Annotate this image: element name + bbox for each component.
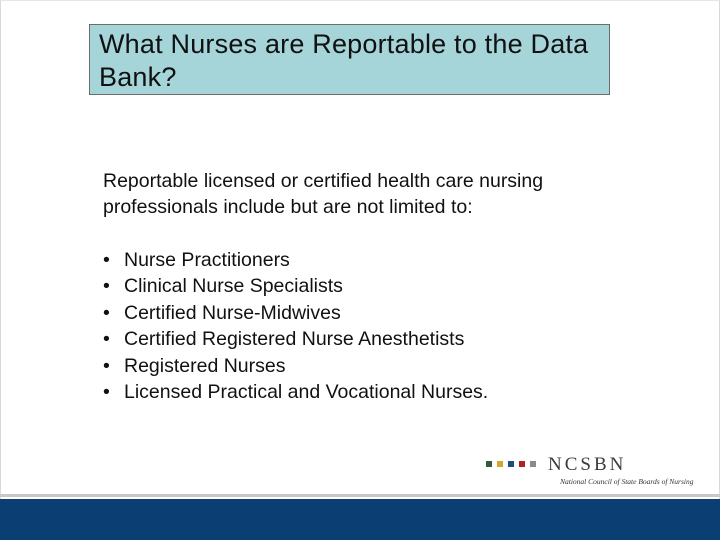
logo-name: NCSBN bbox=[548, 454, 627, 475]
logo-square bbox=[486, 461, 492, 467]
bullet-icon: • bbox=[103, 354, 110, 377]
list-item-text: Certified Registered Nurse Anesthetists bbox=[124, 328, 465, 351]
bullet-icon: • bbox=[103, 301, 110, 324]
nurse-type-list bbox=[103, 247, 488, 405]
bullet-icon: • bbox=[103, 249, 110, 271]
logo-squares-icon bbox=[486, 461, 541, 469]
intro-paragraph: Reportable licensed or certified health care nursing professionals include but are not limited to: bbox=[103, 170, 544, 218]
list-item bbox=[103, 326, 488, 352]
list-item-text: Licensed Practical and Vocational Nurses. bbox=[124, 381, 489, 404]
logo-square bbox=[497, 461, 503, 467]
logo-subtitle: National Council of State Boards of Nursing bbox=[560, 477, 694, 486]
ncsbn-logo bbox=[486, 455, 696, 487]
bullet-icon: • bbox=[103, 328, 110, 351]
list-item-text: Clinical Nurse Specialists bbox=[124, 275, 343, 298]
list-item bbox=[103, 300, 488, 326]
logo-square bbox=[508, 461, 514, 467]
list-item bbox=[103, 379, 488, 405]
footer-bar bbox=[0, 499, 720, 540]
list-item-text: Certified Nurse-Midwives bbox=[124, 301, 341, 324]
list-item bbox=[103, 273, 488, 299]
list-item-text: Nurse Practitioners bbox=[124, 249, 290, 271]
list-item-text: Registered Nurses bbox=[124, 354, 286, 377]
bullet-icon: • bbox=[103, 275, 110, 298]
logo-square bbox=[519, 461, 525, 467]
slide-title: What Nurses are Reportable to the Data Bank? bbox=[99, 29, 589, 92]
logo-square bbox=[530, 461, 536, 467]
bullet-icon: • bbox=[103, 381, 110, 404]
title-box bbox=[89, 24, 610, 95]
list-item bbox=[103, 353, 488, 379]
list-item bbox=[103, 247, 488, 273]
footer-divider bbox=[0, 494, 720, 497]
